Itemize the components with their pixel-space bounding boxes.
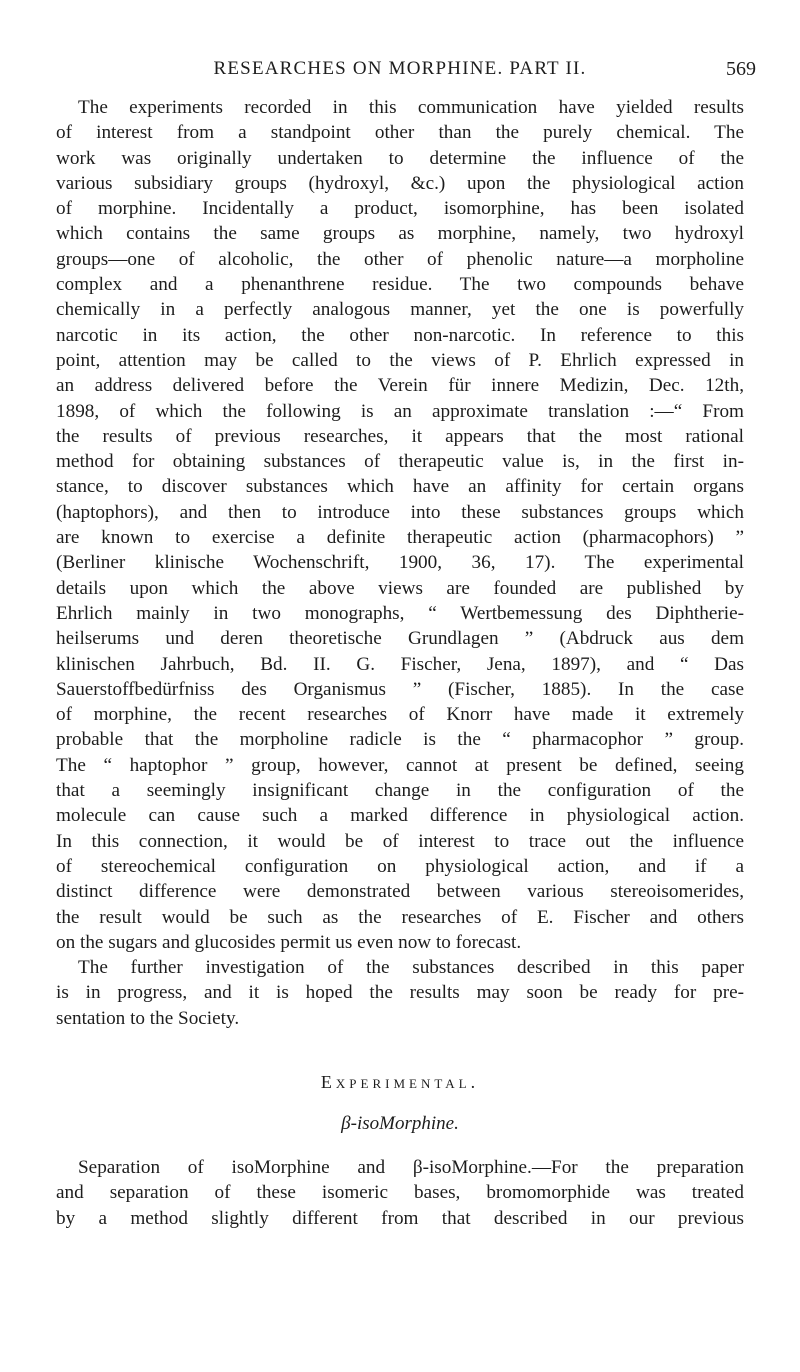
text-line: narcotic in its action, the other non-narcotic. In reference to this bbox=[56, 324, 744, 346]
text-line: work was originally undertaken to determine the influence of the bbox=[56, 147, 744, 169]
text-line: point, attention may be called to the views of P. Ehrlich expressed in bbox=[56, 349, 744, 371]
text-line: (Berliner klinische Wochenschrift, 1900, 36, 17). The experimental bbox=[56, 552, 744, 574]
text-line: of stereochemical configuration on physiological action, and if a bbox=[56, 855, 744, 877]
subsection-heading: β-isoMorphine. bbox=[341, 1113, 459, 1134]
text-line: and separation of these isomeric bases, bromomorphide was treated bbox=[56, 1182, 744, 1204]
text-line: which contains the same groups as morphine, namely, two hydroxyl bbox=[56, 223, 744, 245]
text-line: stance, to discover substances which have an affinity for certain organs bbox=[56, 476, 744, 498]
text-line: molecule can cause such a marked difference in physiological action. bbox=[56, 805, 744, 827]
text-line: is in progress, and it is hoped the results may soon be ready for pre- bbox=[56, 982, 744, 1004]
text-line: of interest from a standpoint other than the purely chemical. The bbox=[56, 122, 744, 144]
running-title: RESEARCHES ON MORPHINE. PART II. bbox=[213, 58, 587, 79]
text-line: Ehrlich mainly in two monographs, “ Wertbemessung des Diphtherie- bbox=[56, 602, 744, 624]
text-line: various subsidiary groups (hydroxyl, &c.) upon the physiological action bbox=[56, 172, 744, 194]
text-line: Sauerstoffbedürfniss des Organismus ” (Fischer, 1885). In the case bbox=[56, 678, 744, 700]
text-line: by a method slightly different from that described in our previous bbox=[56, 1207, 744, 1229]
section-heading: Experimental. bbox=[320, 1072, 480, 1092]
text-line: of morphine. Incidentally a product, isomorphine, has been isolated bbox=[56, 198, 744, 220]
page-number: 569 bbox=[726, 58, 756, 80]
text-line: details upon which the above views are founded are published by bbox=[56, 577, 744, 599]
text-line: (haptophors), and then to introduce into these substances groups which bbox=[56, 501, 744, 523]
text-line: the results of previous researches, it appears that the most rational bbox=[56, 425, 744, 447]
text-line: complex and a phenanthrene residue. The two compounds behave bbox=[56, 274, 744, 296]
text-line: Separation of isoMorphine and β-isoMorphine.—For the preparation bbox=[78, 1157, 744, 1178]
text-line: In this connection, it would be of interest to trace out the influence bbox=[56, 830, 744, 852]
text-line: of morphine, the recent researches of Knorr have made it extremely bbox=[56, 704, 744, 726]
introduction-paragraphs bbox=[56, 95, 744, 1031]
text-line: the result would be such as the researches of E. Fischer and others bbox=[56, 906, 744, 928]
text-line: that a seemingly insignificant change in the configuration of the bbox=[56, 780, 744, 802]
text-line: chemically in a perfectly analogous manner, yet the one is powerfully bbox=[56, 299, 744, 321]
text-line: sentation to the Society. bbox=[56, 1007, 240, 1029]
text-line: probable that the morpholine radicle is the “ pharmacophor ” group. bbox=[56, 729, 744, 751]
text-line: The “ haptophor ” group, however, cannot at present be defined, seeing bbox=[56, 754, 744, 776]
text-line: method for obtaining substances of therapeutic value is, in the first in- bbox=[56, 451, 744, 473]
text-line: distinct difference were demonstrated between various stereoisomerides, bbox=[56, 881, 744, 903]
text-line: klinischen Jahrbuch, Bd. II. G. Fischer, Jena, 1897), and “ Das bbox=[56, 653, 744, 675]
running-header bbox=[44, 58, 756, 84]
separation-paragraph bbox=[56, 1155, 744, 1231]
text-line: groups—one of alcoholic, the other of phenolic nature—a morpholine bbox=[56, 248, 744, 270]
text-line: on the sugars and glucosides permit us even now to forecast. bbox=[56, 931, 522, 953]
text-line: The further investigation of the substances described in this paper bbox=[78, 957, 744, 979]
text-line: The experiments recorded in this communication have yielded results bbox=[78, 97, 744, 118]
text-line: an address delivered before the Verein für innere Medizin, Dec. 12th, bbox=[56, 375, 744, 397]
text-line: are known to exercise a definite therapeutic action (pharmacophors) ” bbox=[56, 527, 744, 549]
text-line: heilserums und deren theoretische Grundlagen ” (Abdruck aus dem bbox=[56, 628, 744, 650]
text-line: 1898, of which the following is an approximate translation :—“ From bbox=[56, 400, 744, 422]
